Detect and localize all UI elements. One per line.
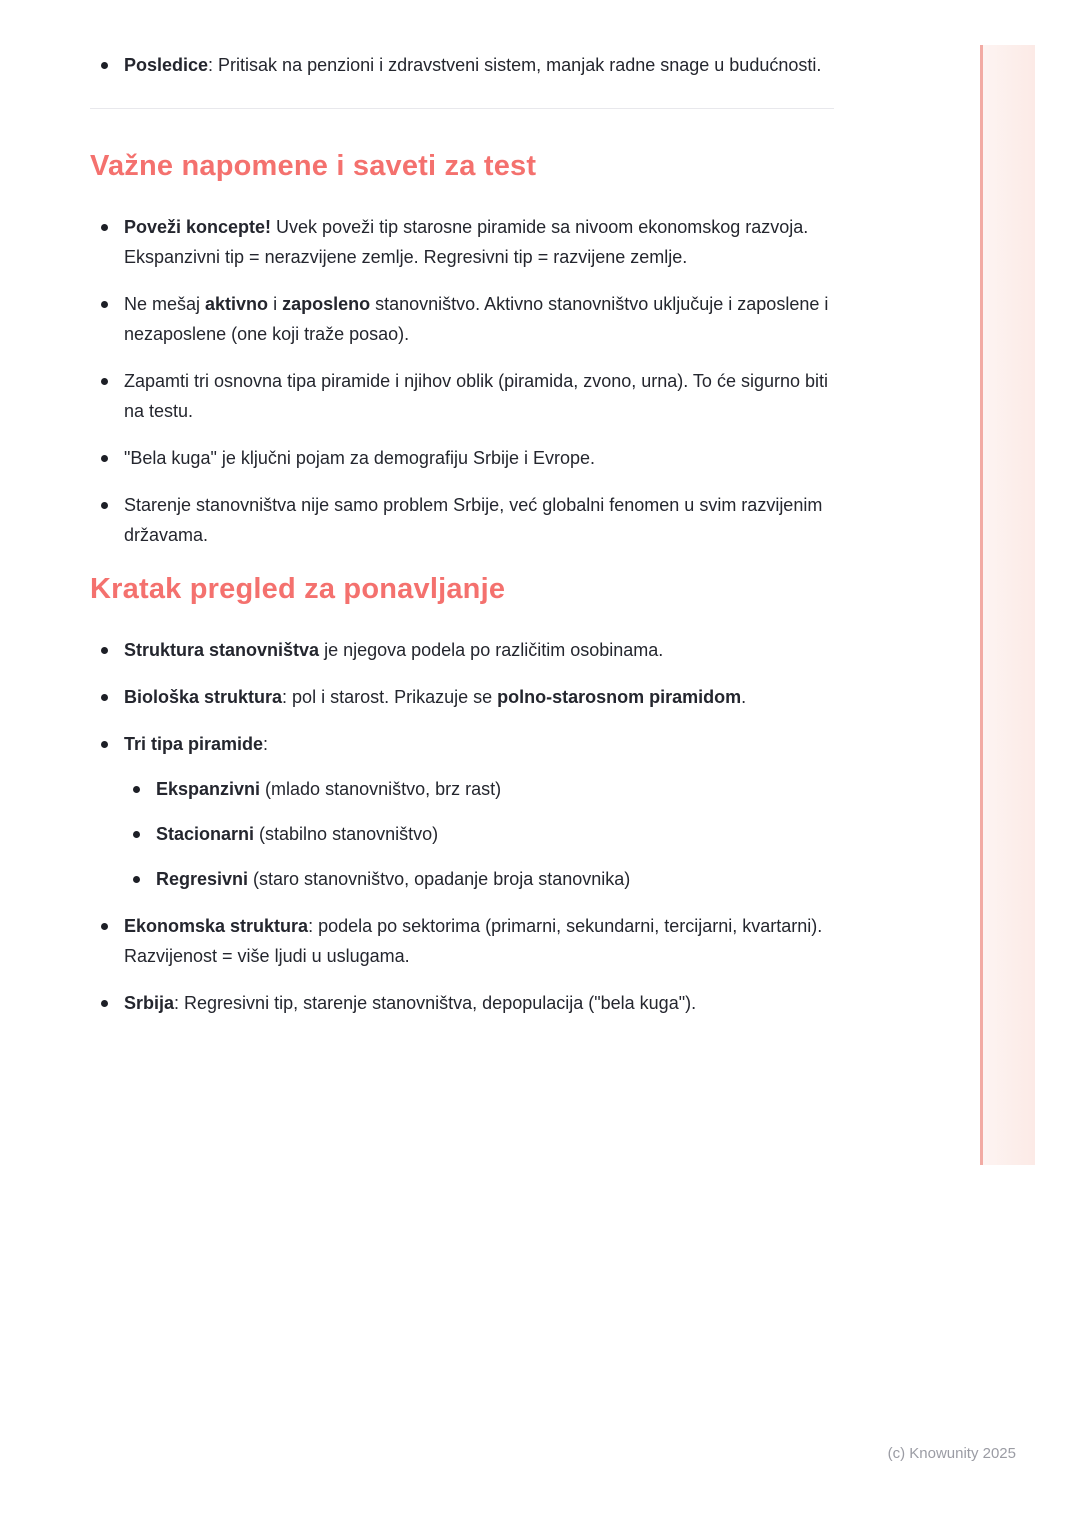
list-item [90,490,834,550]
copyright-text: (c) Knowunity 2025 [887,1445,1016,1462]
list-item-text: Srbija: Regresivni tip, starenje stanovništva, depopulacija ("bela kuga"). [124,992,697,1013]
heading-vazne-napomene: Važne napomene i saveti za test [90,150,537,182]
list-item [90,635,834,665]
list-item [90,911,834,971]
list-item-text: Ekonomska struktura: podela po sektorima (primarni, sekundarni, tercijarni, kvartarni). Razvijenost = više ljudi u uslugama. [124,915,823,966]
list-item [90,729,834,894]
heading-kratak-pregled: Kratak pregled za ponavljanje [90,572,506,605]
list-item-text: Ekspanzivni (mlado stanovništvo, brz rast) [156,778,502,799]
list-item-text: "Bela kuga" je ključni pojam za demografiju Srbije i Evrope. [124,447,596,468]
list-item [90,212,834,272]
notes-bullet-list [90,212,834,550]
list-item-text: Struktura stanovništva je njegova podela po različitim osobinama. [124,639,664,660]
sub-list-item [124,819,834,849]
list-item-text: Starenje stanovništva nije samo problem Srbije, već globalni fenomen u svim razvijenim državama. [124,494,823,545]
summary-bullet-list [90,635,834,1018]
divider [90,108,834,109]
page-edge-decoration [980,45,1035,1165]
document-content [90,50,834,1035]
list-item-text: Zapamti tri osnovna tipa piramide i njihov oblik (piramida, zvono, urna). To će sigurno biti na testu. [124,370,829,421]
list-item [90,366,834,426]
list-item-text: Biološka struktura: pol i starost. Prikazuje se polno-starosnom piramidom. [124,686,747,707]
list-item [90,289,834,349]
list-item [90,443,834,473]
list-item-text: Stacionarni (stabilno stanovništvo) [156,823,439,844]
list-item-text: Tri tipa piramide: [124,733,269,754]
list-item-text: Regresivni (staro stanovništvo, opadanje broja stanovnika) [156,868,631,889]
intro-bullet-list [90,50,834,80]
list-item [90,50,834,80]
list-item-text: Ne mešaj aktivno i zaposleno stanovništvo. Aktivno stanovništvo uključuje i zaposlene i nezaposlene (one koji traže posao). [124,293,829,344]
list-item [90,682,834,712]
sub-list-item [124,774,834,804]
sub-list-item [124,864,834,894]
list-item-text: Poveži koncepte! Uvek poveži tip starosne piramide sa nivoom ekonomskog razvoja. Ekspanzivni tip = nerazvijene zemlje. Regresivni tip = razvijene zemlje. [124,216,809,267]
list-item-text: Posledice: Pritisak na penzioni i zdravstveni sistem, manjak radne snage u budućnosti. [124,55,822,75]
list-item [90,988,834,1018]
pyramid-types-sub-list [124,774,834,894]
